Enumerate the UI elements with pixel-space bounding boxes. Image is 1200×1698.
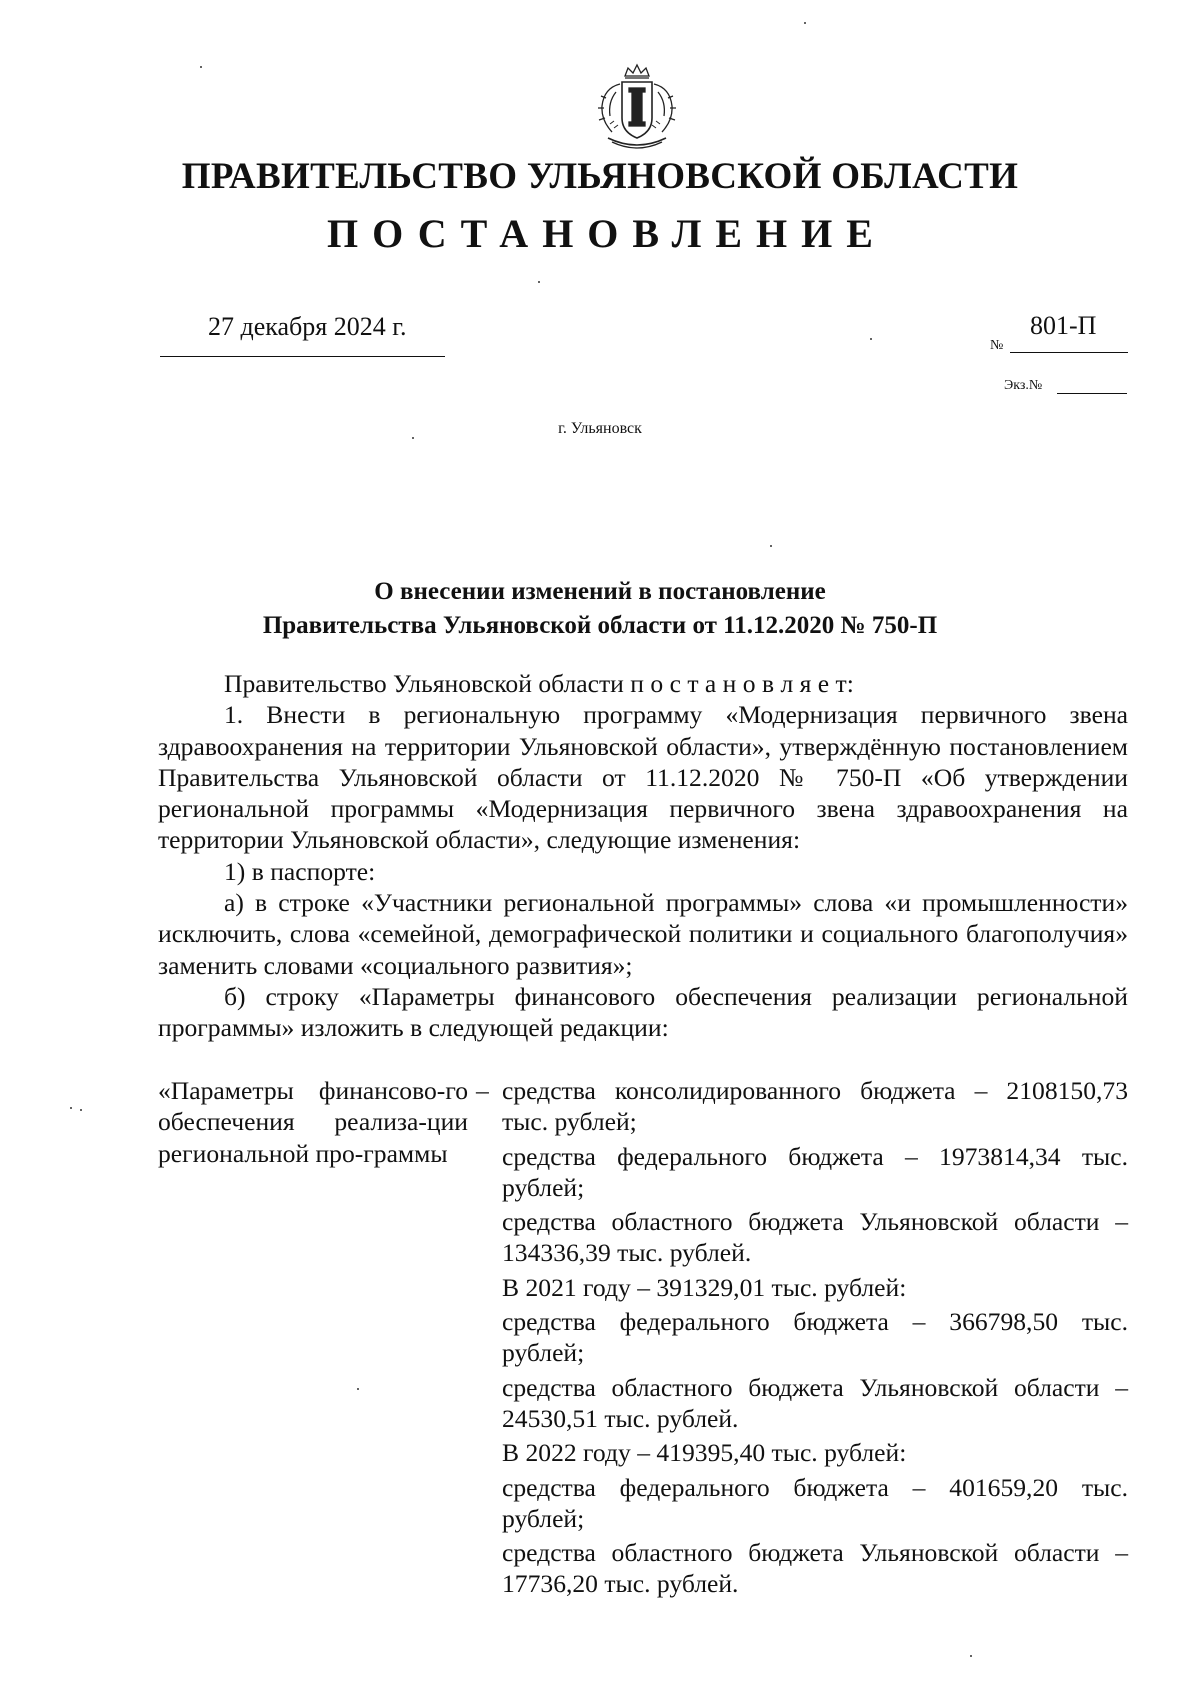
- scan-speck: [200, 66, 202, 68]
- number-underline: [1010, 352, 1128, 353]
- document-body: [158, 668, 1128, 1044]
- scan-speck: [80, 1109, 82, 1111]
- body-paragraph-2: 1) в паспорте:: [224, 856, 376, 886]
- document-number: 801-П: [1030, 311, 1097, 340]
- document-type: ПОСТАНОВЛЕНИЕ: [327, 211, 887, 256]
- scan-speck: [538, 281, 540, 283]
- body-paragraph-1: 1. Внести в региональную программу «Модернизация первичного звена здравоохранения на территории Ульяновской области», утверждённую постановлением Правительства Ульяновской области от 11.12.2020 № 750-П «Об утверждении региональной программы «Модернизация первичного звена здравоохранения на территории Ульяновской области», следующие изменения:: [158, 700, 1128, 855]
- scan-speck: [70, 1107, 72, 1109]
- scan-speck: [357, 1388, 359, 1390]
- scan-speck: [412, 437, 414, 439]
- copy-number-underline: [1057, 393, 1127, 394]
- scan-speck: [804, 22, 806, 24]
- date-underline: [160, 356, 445, 357]
- table-line: средства областного бюджета Ульяновской области – 134336,39 тыс. рублей.: [502, 1207, 1128, 1268]
- heading-line-2: Правительства Ульяновской области от 11.12.2020 № 750-П: [262, 612, 938, 639]
- heading-line-1: О внесении изменений в постановление: [374, 578, 826, 605]
- body-intro: Правительство Ульяновской области п о с т а н о в л я е т:: [224, 669, 854, 698]
- document-heading: [0, 575, 1200, 643]
- scan-speck: [870, 338, 872, 340]
- copy-number-label: Экз.№: [1004, 378, 1043, 393]
- body-paragraph-3: а) в строке «Участники региональной программы» слова «и промышленности» исключить, слова «семейной, демографической политики и социального благополучия» заменить словами «социального развития»;: [158, 888, 1128, 980]
- table-right-cell: [502, 1075, 1128, 1603]
- body-paragraph-4: б) строку «Параметры финансового обеспечения реализации региональной программы» изложить в следующей редакции:: [158, 981, 1128, 1043]
- scan-speck: [770, 545, 772, 547]
- table-line: средства областного бюджета Ульяновской области – 17736,20 тыс. рублей.: [502, 1538, 1128, 1599]
- city: г. Ульяновск: [558, 420, 642, 437]
- table-line: средства консолидированного бюджета – 2108150,73 тыс. рублей;: [502, 1076, 1128, 1137]
- document-date: 27 декабря 2024 г.: [208, 312, 407, 341]
- coat-of-arms-icon: [590, 62, 684, 154]
- table-line: средства федерального бюджета – 1973814,34 тыс. рублей;: [502, 1141, 1128, 1202]
- table-line: В 2021 году – 391329,01 тыс. рублей:: [502, 1272, 907, 1302]
- table-left-cell: «Параметры финансово-го обеспечения реализа-ции региональной про-граммы: [158, 1076, 468, 1168]
- table-line: средства областного бюджета Ульяновской области – 24530,51 тыс. рублей.: [502, 1372, 1128, 1433]
- number-sign: №: [990, 338, 1004, 353]
- government-name: ПРАВИТЕЛЬСТВО УЛЬЯНОВСКОЙ ОБЛАСТИ: [181, 156, 1019, 197]
- table-dash: –: [476, 1076, 489, 1105]
- table-line: средства федерального бюджета – 366798,50 тыс. рублей;: [502, 1307, 1128, 1368]
- table-line: В 2022 году – 419395,40 тыс. рублей:: [502, 1438, 907, 1468]
- table-line: средства федерального бюджета – 401659,20 тыс. рублей;: [502, 1472, 1128, 1533]
- scan-speck: [970, 1655, 972, 1657]
